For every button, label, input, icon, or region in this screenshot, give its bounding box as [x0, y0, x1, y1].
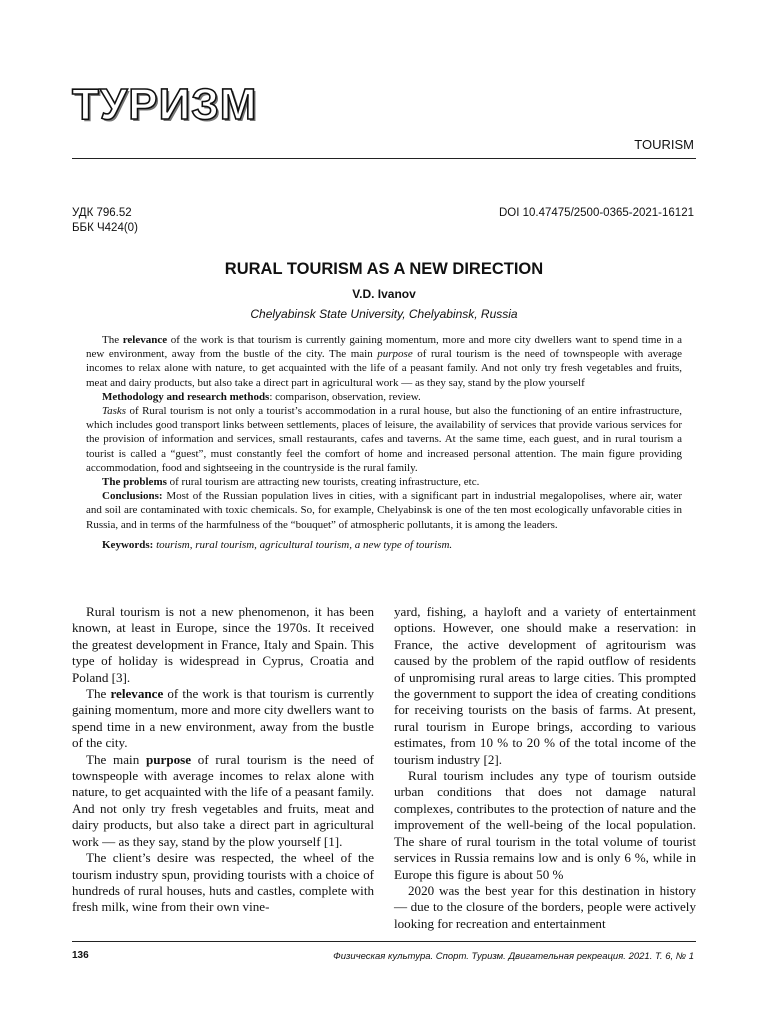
section-tag: TOURISM	[634, 137, 694, 152]
body-column-left	[72, 604, 374, 916]
keywords	[86, 538, 682, 552]
body-paragraph: The client’s desire was respected, the wheel of the tourism industry spun, providing tourists with a choice of hundreds of rural houses, huts and castles, complete with fresh milk, wine from their own vine-	[72, 850, 374, 915]
bbk-code: ББК Ч424(0)	[72, 222, 138, 234]
text-run: The	[102, 334, 123, 346]
journal-citation: Физическая культура. Спорт. Туризм. Двигательная рекреация. 2021. Т. 6, № 1	[333, 951, 694, 962]
affiliation: Chelyabinsk State University, Chelyabinsk, Russia	[250, 307, 518, 321]
abstract	[86, 333, 682, 552]
author: V.D. Ivanov	[352, 287, 416, 301]
classification-codes	[72, 206, 138, 236]
bold-term: Conclusions:	[102, 490, 163, 503]
doi: DOI 10.47475/2500-0365-2021-16121	[498, 207, 694, 219]
text-run: Most of the Russian population lives in cities, with a significant part in industrial megalopolises, where air, water and soil are contaminated with toxic chemicals. So, for example, Chelyabinsk is one of the ten most ecologically unfavorable cities in Russia, and in terms of the harmfulness of the “bouquet” of atmospheric pollutants, it is among the leaders.	[86, 490, 682, 531]
bold-term: purpose	[145, 751, 192, 767]
keywords-label: Keywords:	[102, 538, 154, 551]
page-number: 136	[72, 950, 89, 961]
body-paragraph: Rural tourism is not a new phenomenon, it has been known, at least in Europe, since the 1970s. It received the greatest development in France, Italy and Spain. This type of holiday is widespread in Cyprus, Croatia and Poland [3].	[72, 604, 374, 685]
bold-term: Methodology and research methods	[102, 390, 270, 403]
text-run: of Rural tourism is not only a tourist’s accommodation in a rural house, but also the functioning of an entire infrastructure, which includes good transport links between settlements, places of leisure, the availability of services that provide various services for the provision of information and services, small restaurants, cafes and taverns. At the same time, each guest, and in rural tourism a tourist is called a “guest”, must constantly feel the comfort of home and increased personal attention. The main figure providing accommodation, food and sightseeing in the countryside is the rural family.	[86, 405, 682, 474]
udc-code: УДК 796.52	[72, 207, 132, 219]
text-run: of rural tourism is the need of townspeople with average incomes to relax alone with nature, to get acquainted with the life of a peasant family. And not only try fresh vegetables and fruits, meat and dairy products, but also take a direct part in agricultural work — as they say, stand by the plow yourself [1].	[72, 751, 374, 849]
footer-divider	[72, 941, 696, 942]
body-paragraph: yard, fishing, a hayloft and a variety of entertainment options. However, one should make a reservation: in France, the active development of agritourism was caused by the problem of the rapid outflow of residents of unpromising rural areas to large cities. This prompted the government to support the idea of creating conditions for receiving tourists on the basis of farms. At present, rural tourism in Europe brings, according to various estimates, from 10 % to 20 % of the total income of the tourism industry [2].	[394, 604, 696, 767]
text-run: of the work is that tourism is currently gaining momentum, more and more city dwellers want to spend time in a new environment, away from the bustle of the city. The main	[86, 334, 682, 361]
paper-title: RURAL TOURISM AS A NEW DIRECTION	[224, 260, 544, 278]
keywords-text: tourism, rural tourism, agricultural tourism, a new type of tourism.	[153, 538, 453, 551]
section-title: ТУРИЗМ	[72, 80, 258, 129]
abstract-methodology	[86, 390, 682, 404]
bold-term: relevance	[110, 686, 164, 702]
text-run: The	[86, 686, 111, 702]
bold-term: relevance	[122, 334, 168, 346]
body-column-right	[394, 604, 696, 932]
text-run: of the work is that tourism is currently gaining momentum, more and more city dwellers want to spend time in a new environment, away from the bustle of the city.	[72, 686, 375, 751]
abstract-problems	[86, 475, 682, 489]
body-paragraph: 2020 was the best year for this destination in history — due to the closure of the borders, people were actively looking for recreation and entertainment	[394, 882, 696, 931]
italic-term: Tasks	[102, 405, 127, 418]
header-divider	[72, 158, 696, 159]
body-paragraph: Rural tourism includes any type of tourism outside urban conditions that does not damage natural complexes, contributes to the protection of nature and the improvement of the well-being of the local population. The share of rural tourism in the total volume of tourist services in Russia remains low and is only 6 %, while in Europe this figure is about 50 %	[394, 768, 696, 882]
abstract-relevance	[86, 333, 682, 390]
abstract-tasks	[86, 404, 682, 475]
text-run: The main	[86, 751, 146, 767]
italic-term: purpose	[377, 348, 413, 361]
text-run: : comparison, observation, review.	[269, 390, 421, 403]
abstract-conclusions	[86, 489, 682, 532]
bold-term: The problems	[102, 476, 167, 489]
text-run: of rural tourism is the need of townspeople with average incomes to relax alone with nature, to get acquainted with the life of a peasant family. And not only try fresh vegetables and fruits, meat and dairy products, but also take a direct part in agricultural work — as they say, stand by the plow yourself	[86, 348, 682, 389]
body-paragraph	[72, 752, 374, 850]
body-paragraph	[72, 686, 374, 752]
text-run: of rural tourism are attracting new tourists, creating infrastructure, etc.	[166, 476, 480, 489]
